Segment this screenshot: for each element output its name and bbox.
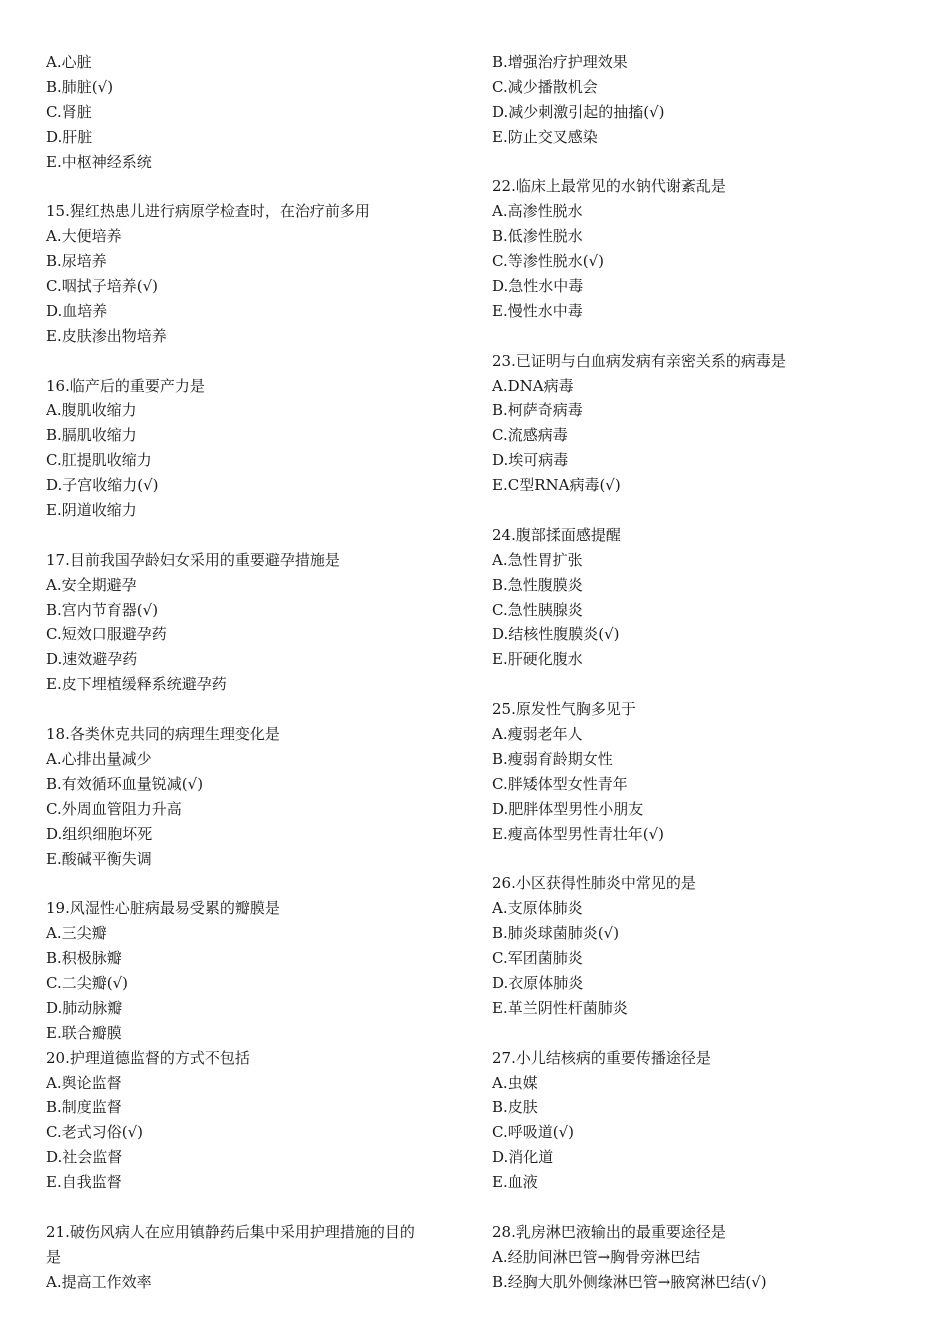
option-line: C.外周血管阻力升高 [46,799,182,818]
option-line: A.经肋间淋巴管→胸骨旁淋巴结 [492,1247,701,1266]
option-line: D.社会监督 [46,1148,123,1167]
option-line: C.急性胰腺炎 [492,600,583,619]
option-line: A.高渗性脱水 [492,202,583,221]
blank-line [492,1195,912,1220]
option-line: E.中枢神经系统 [46,152,152,171]
option-line: E.阴道收缩力 [46,501,137,520]
question-line: 27.小儿结核病的重要传播途径是 [492,1048,711,1067]
option-line: B.积极脉瓣 [46,949,122,968]
option-line: B.经胸大肌外侧缘淋巴管→腋窝淋巴结(√) [492,1272,767,1291]
option-line: E.联合瓣膜 [46,1023,122,1042]
option-line: E.皮下埋植缓释系统避孕药 [46,675,227,694]
option-line: B.柯萨奇病毒 [492,401,583,420]
option-line: B.瘦弱育龄期女性 [492,749,613,768]
option-line: A.心排出量减少 [46,749,152,768]
option-line: D.埃可病毒 [492,451,569,470]
option-line: E.酸碱平衡失调 [46,849,152,868]
question-line: 24.腹部揉面感提醒 [492,525,621,544]
blank-line [46,1195,466,1220]
option-line: C.短效口服避孕药 [46,625,167,644]
option-line: A.急性胃扩张 [492,550,583,569]
option-line: A.瘦弱老年人 [492,725,583,744]
option-line: D.消化道 [492,1148,554,1167]
option-line: C.流感病毒 [492,426,568,445]
question-line: 25.原发性气胸多见于 [492,700,636,719]
option-line: A.三尖瓣 [46,924,107,943]
option-line: C.肛提肌收缩力 [46,451,152,470]
left-column [46,50,466,1295]
blank-line [46,349,466,374]
option-line: A.大便培养 [46,227,122,246]
option-line: D.组织细胞坏死 [46,824,153,843]
option-line: E.瘦高体型男性青壮年(√) [492,824,664,843]
option-line: B.宫内节育器(√) [46,600,159,619]
question-line: 20.护理道德监督的方式不包括 [46,1048,250,1067]
option-line: B.肺脏(√) [46,77,114,96]
blank-line [46,523,466,548]
option-line: D.急性水中毒 [492,277,584,296]
option-line: D.肺动脉瓣 [46,998,123,1017]
option-line: A.舆论监督 [46,1073,122,1092]
option-line: B.制度监督 [46,1098,122,1117]
blank-line [492,847,912,872]
blank-line [46,174,466,199]
option-line: A.支原体肺炎 [492,899,583,918]
option-line: E.C型RNA病毒(√) [492,476,621,495]
option-line: D.血培养 [46,301,108,320]
question-line: 22.临床上最常见的水钠代谢紊乱是 [492,177,726,196]
option-line: B.尿培养 [46,252,107,271]
option-line: A.腹肌收缩力 [46,401,137,420]
option-line: B.增强治疗护理效果 [492,53,628,71]
option-line: D.结核性腹膜炎(√) [492,625,620,644]
option-line: B.有效循环血量锐减(√) [46,774,204,793]
option-line: A.提高工作效率 [46,1272,152,1291]
blank-line [492,150,912,175]
blank-line [492,1021,912,1046]
question-continuation: 是 [46,1247,62,1266]
option-line: B.皮肤 [492,1098,538,1117]
option-line: A.虫媒 [492,1073,538,1092]
option-line: D.减少刺激引起的抽搐(√) [492,102,665,121]
option-line: E.皮肤渗出物培养 [46,326,167,345]
option-line: C.肾脏 [46,102,92,121]
question-line: 17.目前我国孕龄妇女采用的重要避孕措施是 [46,550,340,569]
right-column [492,50,912,1295]
option-line: D.肝脏 [46,127,93,146]
question-line: 18.各类休克共同的病理生理变化是 [46,725,280,744]
option-line: D.衣原体肺炎 [492,973,584,992]
option-line: B.低渗性脱水 [492,227,583,246]
option-line: B.膈肌收缩力 [46,426,137,445]
option-line: A.安全期避孕 [46,575,137,594]
option-line: C.老式习俗(√) [46,1123,143,1142]
option-line: C.呼吸道(√) [492,1123,574,1142]
option-line: B.肺炎球菌肺炎(√) [492,924,620,943]
question-line: 28.乳房淋巴液输出的最重要途径是 [492,1222,726,1241]
option-line: C.二尖瓣(√) [46,973,128,992]
option-line: E.防止交叉感染 [492,127,598,146]
question-line: 15.猩红热患儿进行病原学检查时，在治疗前多用 [46,202,370,221]
question-line: 23.已证明与白血病发病有亲密关系的病毒是 [492,351,786,370]
option-line: C.军团菌肺炎 [492,949,583,968]
option-line: C.胖矮体型女性青年 [492,774,628,793]
option-line: E.自我监督 [46,1173,122,1192]
option-line: D.子宫收缩力(√) [46,476,159,495]
option-line: D.肥胖体型男性小朋友 [492,799,644,818]
option-line: C.减少播散机会 [492,77,598,96]
blank-line [46,697,466,722]
option-line: E.肝硬化腹水 [492,650,583,669]
blank-line [492,498,912,523]
option-line: D.速效避孕药 [46,650,138,669]
option-line: E.慢性水中毒 [492,301,583,320]
question-line: 19.风湿性心脏病最易受累的瓣膜是 [46,899,280,918]
question-line: 26.小区获得性肺炎中常见的是 [492,874,696,893]
question-line: 21.破伤风病人在应用镇静药后集中采用护理措施的目的 [46,1222,415,1241]
question-line: 16.临产后的重要产力是 [46,376,205,395]
blank-line [492,672,912,697]
option-line: E.血液 [492,1173,538,1192]
option-line: A.DNA病毒 [492,376,574,395]
option-line: A.心脏 [46,53,92,71]
option-line: E.革兰阴性杆菌肺炎 [492,998,628,1017]
option-line: B.急性腹膜炎 [492,575,583,594]
blank-line [46,871,466,896]
option-line: C.咽拭子培养(√) [46,277,158,296]
blank-line [492,324,912,349]
option-line: C.等渗性脱水(√) [492,252,604,271]
